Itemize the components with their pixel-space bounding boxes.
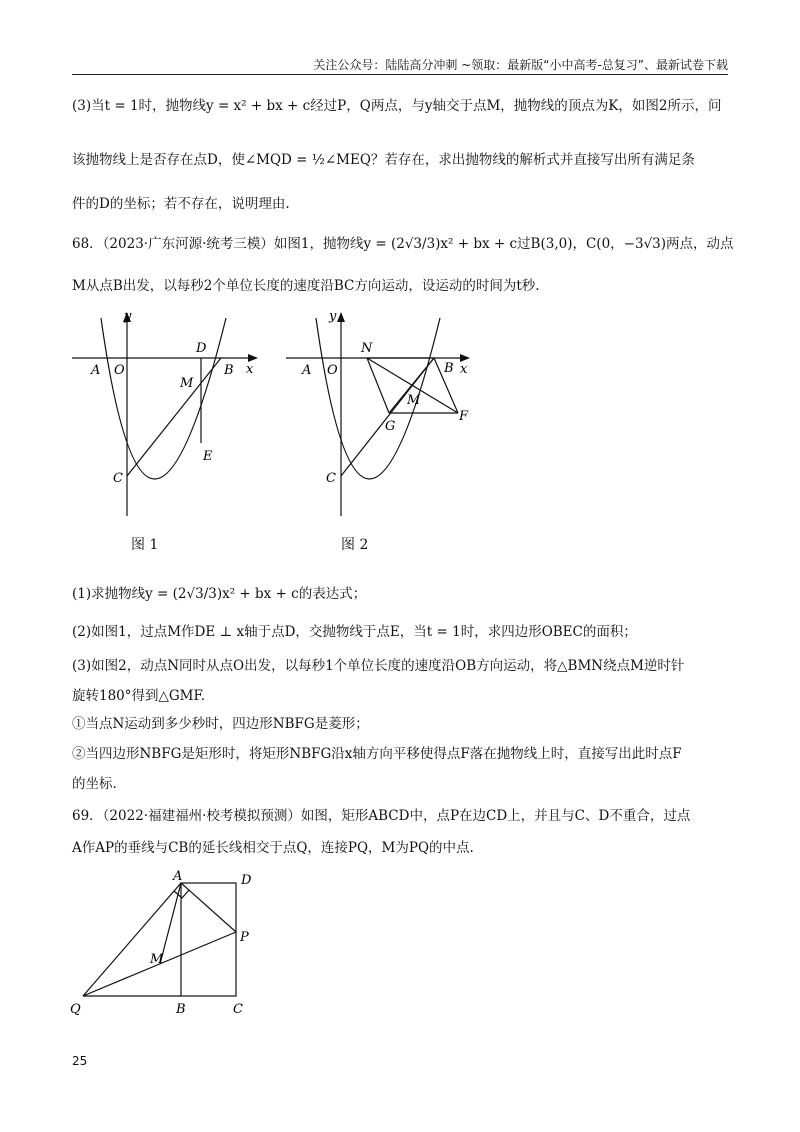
q68-part2: (2)如图1，过点M作DE ⊥ x轴于点D，交抛物线于点E，当t = 1时，求四边形OBEC的面积；	[72, 624, 637, 640]
fig2-x-arrow	[460, 354, 470, 362]
q68-sub2-line2: 的坐标.	[72, 776, 117, 792]
fig2-label-G: G	[385, 419, 396, 434]
q67-part3-line3: 件的D的坐标；若不存在，说明理由.	[72, 196, 290, 212]
q68-stem-line1: 68．（2023·广东河源·统考三模）如图1，抛物线y = (2√3/3)x² + bx + c过B(3,0)，C(0，−3√3)两点，动点	[72, 236, 734, 252]
q69-stem-line2: A作AP的垂线与CB的延长线相交于点Q，连接PQ，M为PQ的中点.	[72, 840, 474, 856]
q69-label-C: C	[233, 1002, 243, 1017]
fig2-label-F: F	[459, 409, 469, 424]
q68-part3-line1: (3)如图2，动点N同时从点O出发，以每秒1个单位长度的速度沿OB方向运动，将△BMN绕点M逆时针	[72, 658, 685, 674]
fig1-label-E: E	[203, 449, 213, 464]
q68-fig2-caption: 图 2	[341, 537, 369, 553]
fig2-label-A: A	[302, 363, 312, 378]
fig1-label-B: B	[224, 363, 234, 378]
fig1-x-arrow	[248, 354, 258, 362]
fig2-label-C: C	[326, 471, 336, 486]
q68-figure-1	[70, 300, 280, 525]
fig2-y-arrow	[337, 312, 345, 322]
q68-fig1-caption: 图 1	[131, 537, 159, 553]
q68-stem-line2: M从点B出发，以每秒2个单位长度的速度沿BC方向运动，设运动的时间为t秒.	[72, 278, 540, 294]
q69-stem-line1: 69．（2022·福建福州·校考模拟预测）如图，矩形ABCD中，点P在边CD上，并且与C、D不重合，过点	[72, 808, 691, 824]
page-number: 25	[72, 1054, 88, 1068]
page-header: 关注公众号：陆陆高分冲刺 ~领取：最新版“小中高考-总复习”、最新试卷下载	[313, 58, 728, 72]
q69-label-A: A	[173, 869, 183, 884]
fig1-label-x: x	[246, 362, 254, 377]
q69-label-D: D	[241, 873, 252, 888]
q69-label-B: B	[176, 1002, 186, 1017]
fig1-label-M: M	[180, 376, 194, 391]
fig2-label-y: y	[329, 309, 337, 324]
fig2-segment-NG	[367, 358, 389, 413]
q67-part3-line1: (3)当t = 1时，抛物线y = x² + bx + c经过P，Q两点，与y轴交于点M，抛物线的顶点为K，如图2所示，问	[72, 98, 722, 114]
fig2-label-O: O	[327, 363, 338, 378]
fig2-label-M: M	[407, 393, 421, 408]
fig1-label-y: y	[124, 309, 132, 324]
q69-label-Q: Q	[70, 1002, 81, 1017]
q67-part3-line2: 该抛物线上是否存在点D，使∠MQD = ½∠MEQ？若存在，求出抛物线的解析式并直接写出所有满足条	[72, 152, 695, 168]
fig2-label-N: N	[361, 341, 373, 356]
q69-label-M: M	[150, 952, 164, 967]
fig1-label-D: D	[196, 341, 207, 356]
q69-rectangle-ABCD	[181, 883, 236, 996]
fig1-label-C: C	[113, 471, 123, 486]
fig2-parabola	[316, 318, 440, 479]
fig2-label-x: x	[460, 362, 468, 377]
q68-sub2-line1: ②当四边形NBFG是矩形时，将矩形NBFG沿x轴方向平移使得点F落在抛物线上时，直接写出此时点F	[72, 746, 682, 762]
q68-part1: (1)求抛物线y = (2√3/3)x² + bx + c的表达式；	[72, 586, 367, 602]
fig2-label-B: B	[444, 361, 454, 376]
q69-label-P: P	[240, 930, 249, 945]
q68-figure-2	[280, 300, 480, 525]
q69-figure	[66, 862, 266, 1022]
q68-sub1: ①当点N运动到多少秒时，四边形NBFG是菱形；	[72, 716, 369, 732]
q68-part3-line2: 旋转180°得到△GMF.	[72, 688, 206, 704]
fig1-label-A: A	[91, 363, 101, 378]
header-rule	[72, 74, 728, 75]
fig1-label-O: O	[114, 363, 125, 378]
